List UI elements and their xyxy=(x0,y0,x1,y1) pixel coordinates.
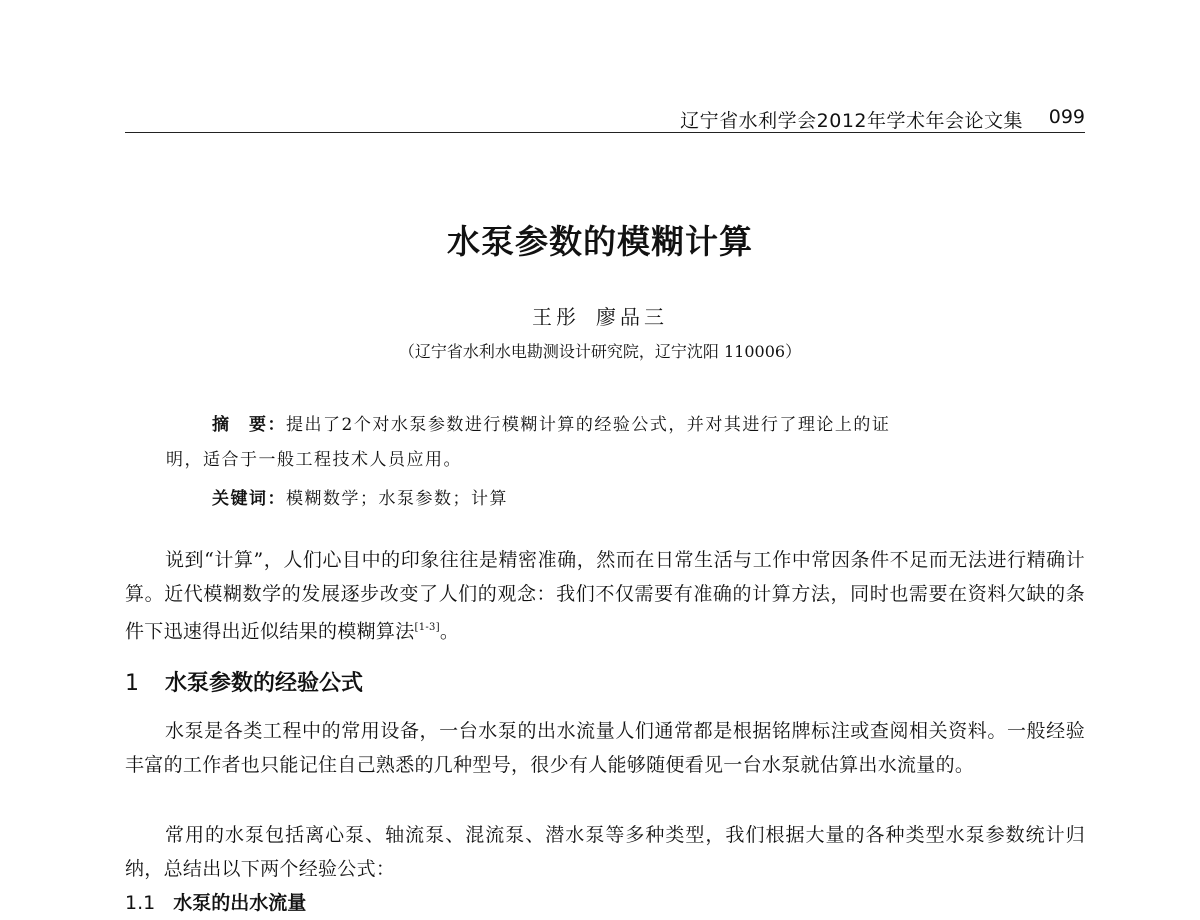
abstract-text-2: 明，适合于一般工程技术人员应用。 xyxy=(166,450,462,470)
section-heading xyxy=(125,666,363,697)
keywords-text: 模糊数学；水泵参数；计算 xyxy=(286,489,508,509)
section-number: 1 xyxy=(125,671,139,696)
keywords xyxy=(212,484,508,509)
proceedings-title: 辽宁省水利学会2012年学术年会论文集 xyxy=(680,110,1023,132)
abstract xyxy=(166,408,1046,478)
intro-text: 说到“计算”，人们心目中的印象往往是精密准确，然而在日常生活与工作中常因条件不足而无法进行精确计算。近代模糊数学的发展逐步改变了人们的观念：我们不仅需要有准确的计算方法，同时也需要在资料欠缺的条件下迅速得出近似结果的模糊算法 xyxy=(125,549,1085,643)
paper-title: 水泵参数的模糊计算 xyxy=(447,222,753,261)
subsection-title: 水泵的出水流量 xyxy=(173,892,307,914)
abstract-label: 摘 要： xyxy=(212,415,286,435)
section-title: 水泵参数的经验公式 xyxy=(165,671,364,696)
author-name: 廖品三 xyxy=(596,305,668,329)
running-head xyxy=(125,104,1085,133)
section-paragraph-2: 常用的水泵包括离心泵、轴流泵、混流泵、潜水泵等多种类型，我们根据大量的各种类型水泵参数统计归纳，总结出以下两个经验公式： xyxy=(125,824,1085,880)
subsection-number: 1.1 xyxy=(125,892,156,914)
abstract-line-1 xyxy=(166,408,1046,443)
intro-end: 。 xyxy=(439,620,460,643)
intro-paragraph xyxy=(125,543,1085,648)
citation-ref: [1-3] xyxy=(414,622,440,633)
affiliation: （辽宁省水利水电勘测设计研究院，辽宁沈阳 110006） xyxy=(398,342,802,361)
section-paragraph-1: 水泵是各类工程中的常用设备，一台水泵的出水流量人们通常都是根据铭牌标注或查阅相关资料。一般经验丰富的工作者也只能记住自己熟悉的几种型号，很少有人能够随便看见一台水泵就估算出水流量的。 xyxy=(125,720,1085,776)
subsection-heading xyxy=(125,888,306,915)
keywords-label: 关键词： xyxy=(212,489,286,509)
author-name: 王彤 xyxy=(532,305,580,329)
abstract-text-1: 提出了2个对水泵参数进行模糊计算的经验公式，并对其进行了理论上的证 xyxy=(286,415,891,435)
page-number: 099 xyxy=(1048,106,1085,128)
authors xyxy=(0,301,1200,330)
